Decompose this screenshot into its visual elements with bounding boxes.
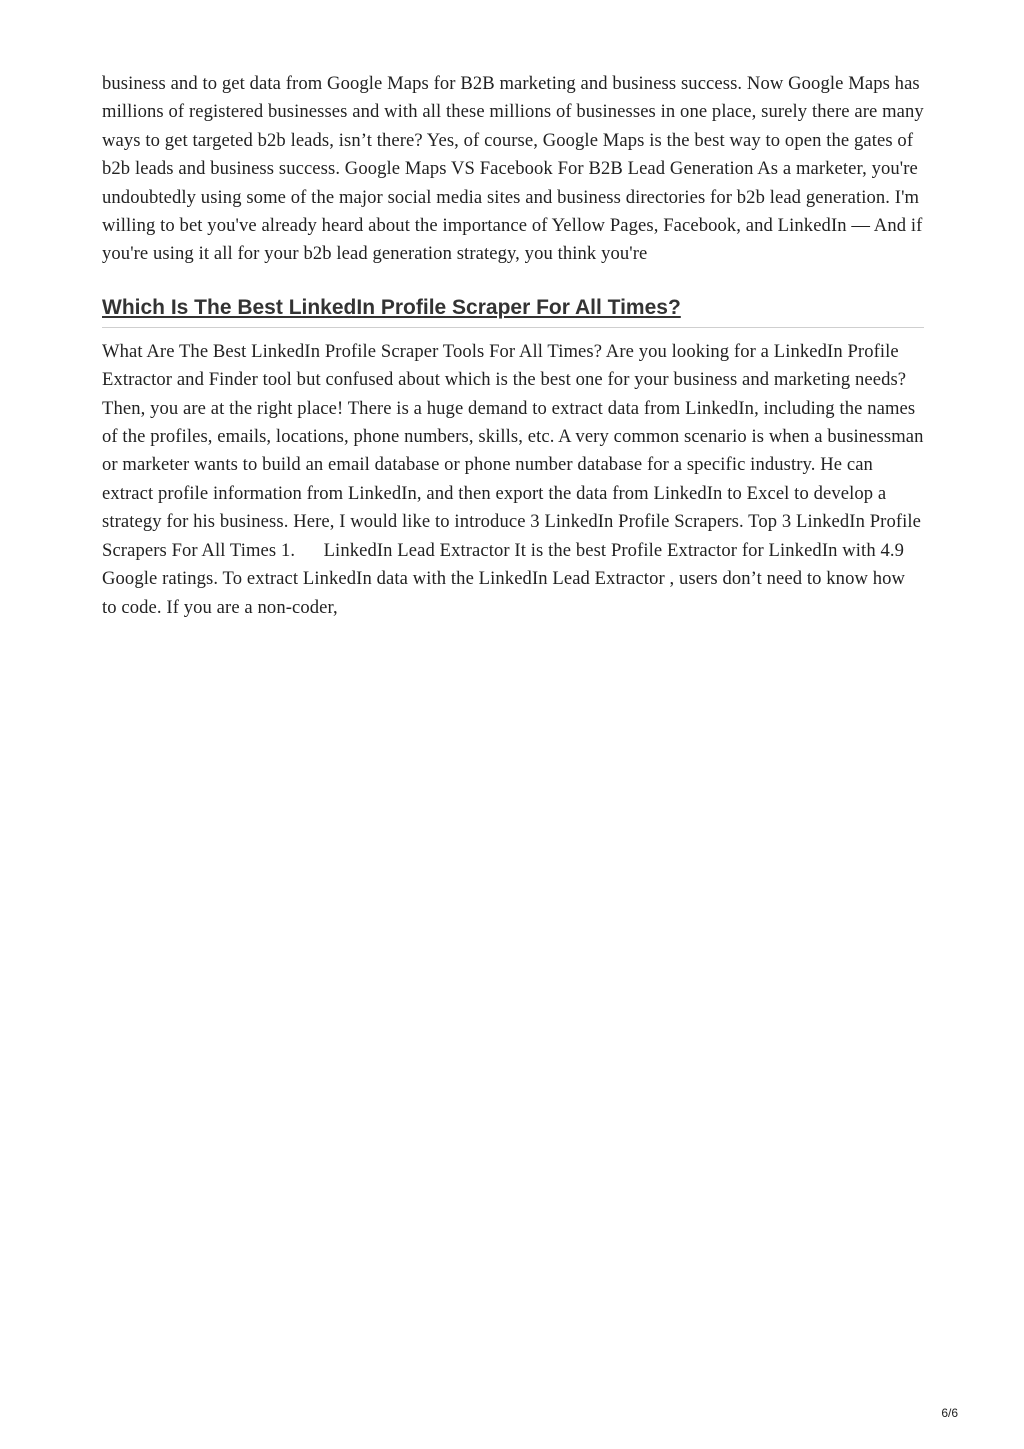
page-number: 6/6 xyxy=(941,1406,958,1420)
document-page xyxy=(102,70,924,622)
section-heading xyxy=(102,295,924,328)
section-body-paragraph: What Are The Best LinkedIn Profile Scraper Tools For All Times? Are you looking for a LinkedIn Profile Extractor and Finder tool but confused about which is the best one for your business and marketing needs? Then, you are at the right place! There is a huge demand to extract data from LinkedIn, including the names of the profiles, emails, locations, phone numbers, skills, etc. A very common scenario is when a businessman or marketer wants to build an email database or phone number database for a specific industry. He can extract profile information from LinkedIn, and then export the data from LinkedIn to Excel to develop a strategy for his business. Here, I would like to introduce 3 LinkedIn Profile Scrapers. Top 3 LinkedIn Profile Scrapers For All Times 1. LinkedIn Lead Extractor It is the best Profile Extractor for LinkedIn with 4.9 Google ratings. To extract LinkedIn data with the LinkedIn Lead Extractor , users don’t need to know how to code. If you are a non-coder, xyxy=(102,340,924,618)
intro-paragraph: business and to get data from Google Maps for B2B marketing and business success. Now Google Maps has millions of registered businesses and with all these millions of businesses in one place, surely there are many ways to get targeted b2b leads, isn’t there? Yes, of course, Google Maps is the best way to open the gates of b2b leads and business success. Google Maps VS Facebook For B2B Lead Generation As a marketer, you're undoubtedly using some of the major social media sites and business directories for b2b lead generation. I'm willing to bet you've already heard about the importance of Yellow Pages, Facebook, and LinkedIn — And if you're using it all for your b2b lead generation strategy, you think you're xyxy=(102,73,924,265)
section-heading-link[interactable]: Which Is The Best LinkedIn Profile Scraper For All Times? xyxy=(102,295,681,319)
